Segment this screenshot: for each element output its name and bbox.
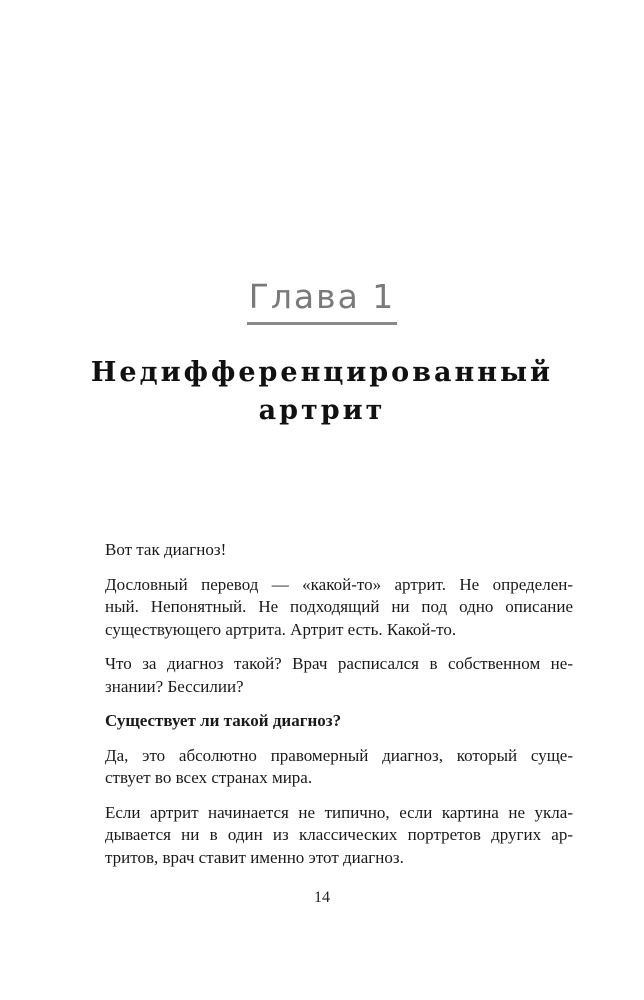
chapter-title <box>0 354 644 430</box>
chapter-title-line: Недифференцированный <box>90 357 554 388</box>
text-line: дывается ни в один из классических портретов других ар- <box>105 825 573 844</box>
paragraph <box>105 653 573 698</box>
chapter-label <box>0 278 644 325</box>
text-line: Дословный перевод — «какой-то» артрит. Не определен- <box>105 574 573 594</box>
text-line: ный. Непонятный. Не подходящий ни под одно описание <box>105 597 573 616</box>
text-line: существующего артрита. Артрит есть. Какой-то. <box>105 619 457 639</box>
chapter-title-line: артрит <box>258 395 386 426</box>
section-heading <box>105 710 573 733</box>
text-line: ствует во всех странах мира. <box>105 768 313 787</box>
paragraph <box>105 539 573 562</box>
paragraph <box>105 574 573 642</box>
paragraph <box>105 745 573 790</box>
text-line: Если артрит начинается не типично, если картина не укла- <box>105 802 573 822</box>
text-line: Что за диагноз такой? Врач расписался в собственном не- <box>105 654 573 673</box>
page-number: 14 <box>314 889 330 906</box>
text-line: Существует ли такой диагноз? <box>105 711 342 730</box>
chapter-number: Глава 1 <box>247 278 398 325</box>
body-text <box>105 539 573 881</box>
text-line: тритов, врач ставит именно этот диагноз. <box>105 847 404 867</box>
text-line: Вот так диагноз! <box>105 540 227 559</box>
text-line: Да, это абсолютно правомерный диагноз, который суще- <box>105 745 573 765</box>
paragraph <box>105 802 573 870</box>
text-line: знании? Бессилии? <box>105 676 244 696</box>
